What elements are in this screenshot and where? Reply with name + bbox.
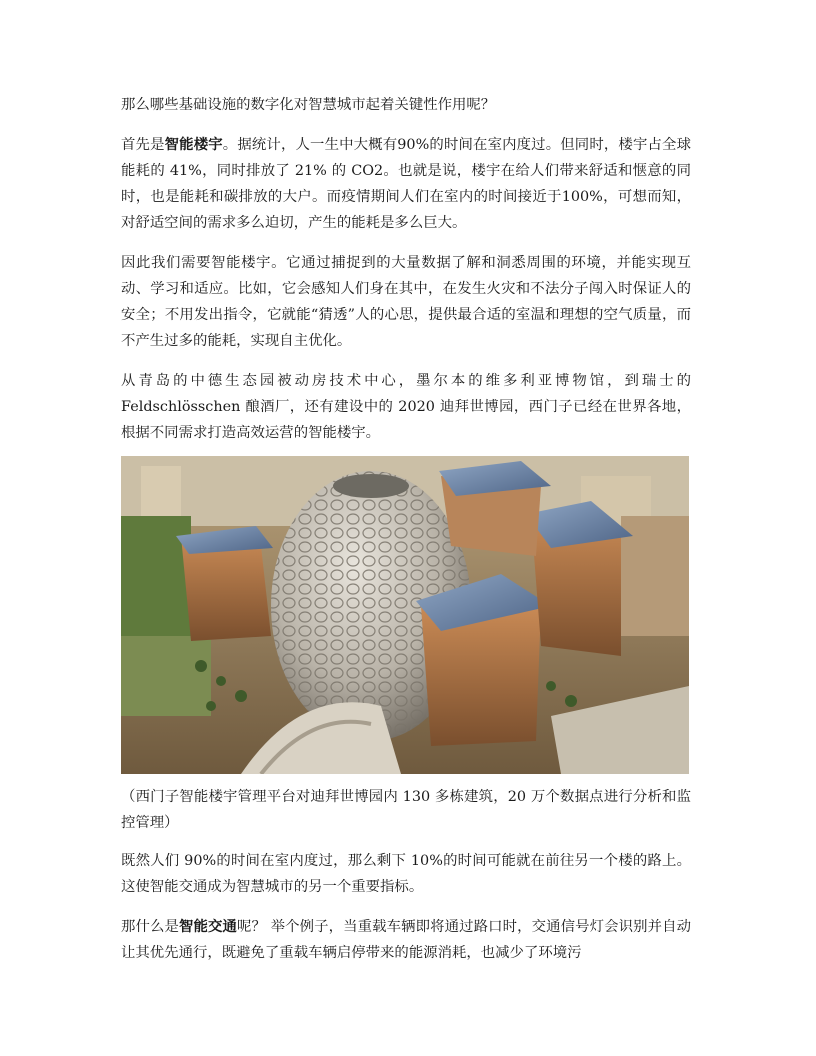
- p2-prefix: 首先是: [121, 137, 165, 153]
- paragraph-transport-intro: 既然人们 90%的时间在室内度过，那么剩下 10%的时间可能就在前往另一个楼的路上。这使智能交通成为智慧城市的另一个重要指标。: [121, 853, 691, 895]
- paragraph-need-smart-building: 因此我们需要智能楼宇。它通过捕捉到的大量数据了解和洞悉周围的环境，并能实现互动、学习和适应。比如，它会感知人们身在其中，在发生火灾和不法分子闯入时保证人的安全；不用发出指令，它就能“猜透”人的心思，提供最合适的室温和理想的空气质量，而不产生过多的能耗，实现自主优化。: [121, 255, 691, 349]
- p6-prefix: 那什么是: [121, 919, 179, 935]
- p2-text: 。据统计，人一生中大概有90%的时间在室内度过。但同时，楼宇占全球能耗的 41%，同时排放了 21% 的 CO2。也就是说，楼宇在给人们带来舒适和惬意的同时，也是能耗和碳排放的大户。而疫情期间人们在室内的时间接近于100%，可想而知，对舒适空间的需求多么迫切，产生的能耗是多么巨大。: [121, 137, 691, 231]
- expo-dome-aerial-photo-icon: [121, 456, 689, 774]
- paragraph-examples: 从青岛的中德生态园被动房技术中心，墨尔本的维多利亚博物馆，到瑞士的Feldschlösschen 酿酒厂，还有建设中的 2020 迪拜世博园，西门子已经在世界各地，根据不同需求打造高效运营的智能楼宇。: [121, 373, 691, 441]
- paragraph-smart-building: [121, 132, 691, 236]
- figure-caption: （西门子智能楼宇管理平台对迪拜世博园内 130 多栋建筑，20 万个数据点进行分析和监控管理）: [121, 789, 691, 831]
- paragraph-question: 那么哪些基础设施的数字化对智慧城市起着关键性作用呢？: [121, 97, 496, 113]
- term-smart-building: 智能楼宇: [164, 137, 223, 153]
- p6-text: 呢？ 举个例子，当重载车辆即将通过路口时，交通信号灯会识别并自动让其优先通行，既避免了重载车辆启停带来的能源消耗，也减少了环境污: [121, 919, 691, 961]
- article-body: [121, 92, 691, 980]
- paragraph-smart-transport: [121, 914, 691, 966]
- term-smart-transport: 智能交通: [179, 919, 237, 935]
